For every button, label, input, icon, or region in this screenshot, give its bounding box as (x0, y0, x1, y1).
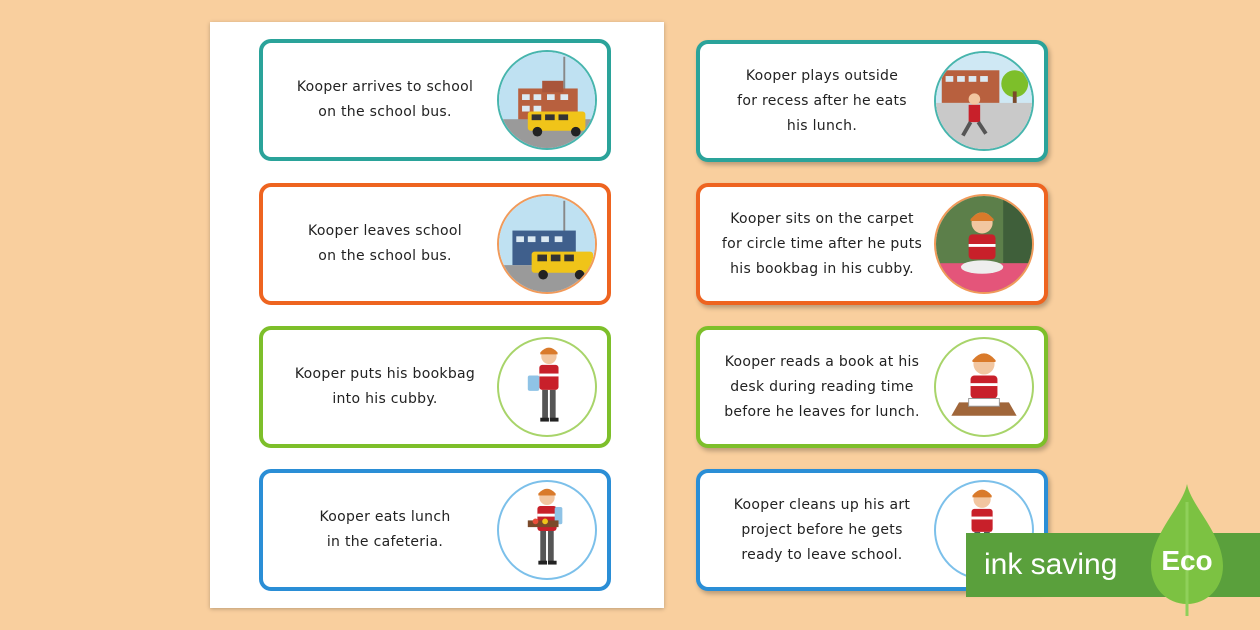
sequence-card-leaves (259, 183, 611, 305)
boy-recess-icon (934, 51, 1034, 151)
card-text: Kooper eats lunch in the cafeteria. (319, 509, 451, 550)
boy-lunch-tray-icon (497, 480, 597, 580)
card-text: Kooper reads a book at his desk during reading time before he leaves for lunch. (724, 353, 920, 420)
school-bus-scene-icon (497, 50, 597, 150)
card-text: Kooper puts his bookbag into his cubby. (294, 366, 476, 407)
sequence-card-bookbag (259, 326, 611, 448)
ink-saving-label: ink saving (984, 548, 1118, 581)
card-text: Kooper sits on the carpet for circle time after he puts his bookbag in his cubby. (721, 210, 923, 277)
card-text: Kooper cleans up his art project before he gets ready to leave school. (733, 496, 911, 563)
sequence-card-arrives (259, 39, 611, 161)
card-text: Kooper leaves school on the school bus. (308, 223, 462, 264)
sequence-card-reading (696, 326, 1048, 448)
sequence-card-recess (696, 40, 1048, 162)
boy-bookbag-icon (497, 337, 597, 437)
eco-leaf-icon (1147, 482, 1227, 616)
sequence-card-carpet (696, 183, 1048, 305)
eco-label: Eco (1161, 545, 1213, 576)
school-bus-scene-icon (497, 194, 597, 294)
boy-reading-icon (934, 337, 1034, 437)
card-text: Kooper arrives to school on the school bus. (296, 79, 474, 120)
card-text: Kooper plays outside for recess after he eats his lunch. (737, 67, 907, 134)
boy-carpet-icon (934, 194, 1034, 294)
sequence-card-lunch (259, 469, 611, 591)
